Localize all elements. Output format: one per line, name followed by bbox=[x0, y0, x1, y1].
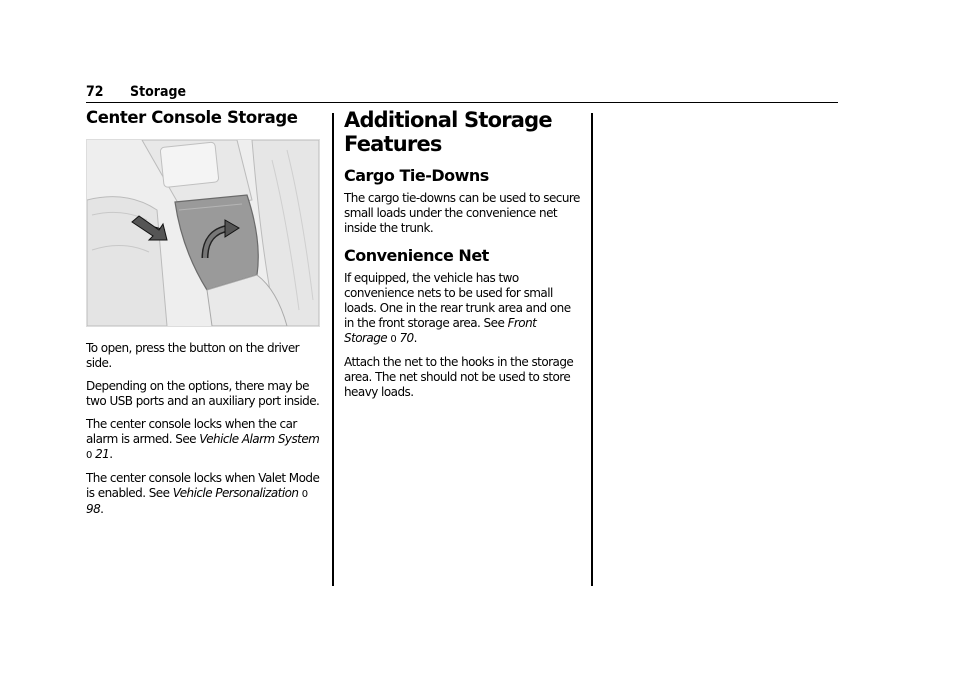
paragraph-valet bbox=[86, 471, 322, 517]
page-ref-number[interactable]: 98 bbox=[86, 502, 101, 516]
paragraph-text: If equipped, the vehicle has two convenience nets to be used for small loads. One in the rear trunk area and one in the front storage area. See bbox=[344, 271, 571, 330]
paragraph-text: The center console locks when Valet Mode is enabled. See bbox=[86, 471, 320, 500]
page-number: 72 bbox=[86, 84, 104, 100]
heading-convenience-net: Convenience Net bbox=[344, 246, 489, 265]
page-ref-arrow-icon: 0 bbox=[390, 334, 397, 345]
section-title: Storage bbox=[130, 84, 187, 100]
paragraph-cargo: The cargo tie-downs can be used to secure small loads under the convenience net inside the trunk. bbox=[344, 191, 580, 235]
paragraph-net-attach: Attach the net to the hooks in the storage area. The net should not be used to store heavy loads. bbox=[344, 355, 574, 399]
period: . bbox=[100, 502, 104, 516]
heading-cargo-tie-downs: Cargo Tie-Downs bbox=[344, 166, 489, 185]
middle-column bbox=[344, 108, 580, 408]
paragraph-text: The center console locks when the car alarm is armed. See bbox=[86, 417, 297, 446]
column-divider bbox=[332, 113, 334, 586]
heading-center-console-storage: Center Console Storage bbox=[86, 108, 298, 127]
console-armrest-illustration-icon bbox=[87, 140, 319, 326]
left-column bbox=[86, 108, 322, 525]
page-ref-number[interactable]: 21 bbox=[95, 447, 110, 461]
link-vehicle-personalization[interactable]: Vehicle Personalization bbox=[172, 486, 299, 500]
link-front-storage[interactable]: Front Storage bbox=[344, 316, 537, 345]
page-header bbox=[86, 84, 838, 103]
heading-additional-storage: Additional Storage Features bbox=[344, 108, 552, 156]
console-illustration bbox=[86, 139, 320, 327]
page-ref-arrow-icon: 0 bbox=[301, 489, 308, 500]
paragraph-usb: Depending on the options, there may be two USB ports and an auxiliary port inside. bbox=[86, 379, 320, 408]
column-divider bbox=[591, 113, 593, 586]
paragraph-alarm bbox=[86, 417, 322, 463]
page-ref-number[interactable]: 70 bbox=[399, 331, 414, 345]
page-ref-arrow-icon: 0 bbox=[86, 450, 92, 461]
period: . bbox=[413, 331, 417, 345]
link-vehicle-alarm-system[interactable]: Vehicle Alarm System bbox=[199, 432, 320, 446]
paragraph-net-equipped bbox=[344, 271, 580, 347]
paragraph-open: To open, press the button on the driver side. bbox=[86, 341, 300, 370]
period: . bbox=[109, 447, 113, 461]
